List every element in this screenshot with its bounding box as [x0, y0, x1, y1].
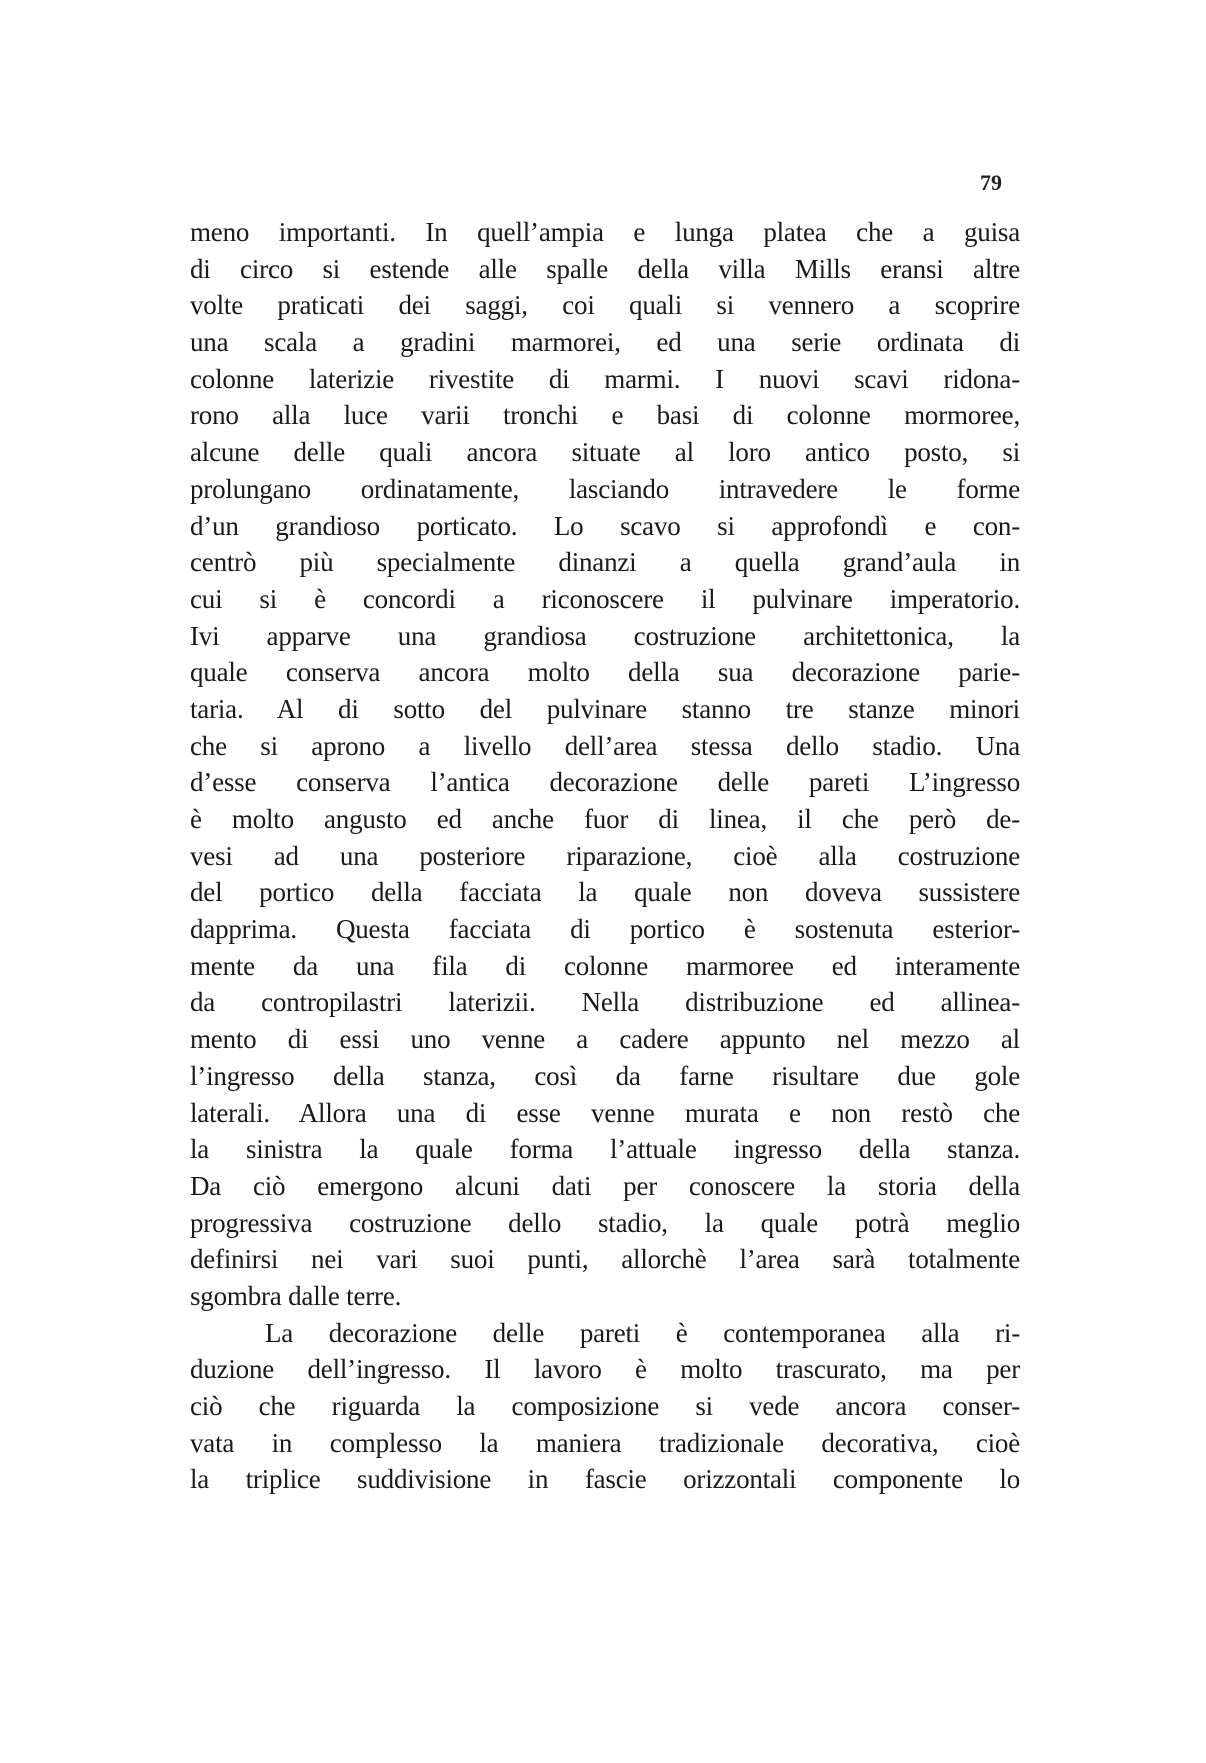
text-line: mente da una fila di colonne marmoree ed interamente [190, 950, 1020, 981]
text-line: di circo si estende alle spalle della villa Mills eransi altre [190, 253, 1020, 284]
text-line: meno importanti. In quell’ampia e lunga platea che a guisa [190, 217, 1020, 247]
text-line: una scala a gradini marmorei, ed una serie ordinata di [190, 327, 1020, 358]
page-number: 79 [980, 170, 1002, 195]
text-line: volte praticati dei saggi, coi quali si vennero a scoprire [190, 290, 1020, 321]
text-line: rono alla luce varii tronchi e basi di colonne mormoree, [190, 400, 1020, 431]
text-line: cui si è concordi a riconoscere il pulvinare imperatorio. [190, 583, 1020, 614]
text-line: vesi ad una posteriore riparazione, cioè alla costruzione [190, 840, 1020, 871]
text-line: prolungano ordinatamente, lasciando intravedere le forme [190, 473, 1020, 504]
text-line: alcune delle quali ancora situate al loro antico posto, si [190, 437, 1020, 468]
text-line: mento di essi uno venne a cadere appunto nel mezzo al [190, 1024, 1020, 1055]
text-line: la triplice suddivisione in fascie orizzontali componente lo [190, 1464, 1020, 1495]
text-line: quale conserva ancora molto della sua decorazione parie- [190, 657, 1020, 688]
text-line: la sinistra la quale forma l’attuale ingresso della stanza. [190, 1134, 1020, 1165]
text-line: duzione dell’ingresso. Il lavoro è molto trascurato, ma per [190, 1354, 1020, 1385]
text-line: da contropilastri laterizii. Nella distribuzione ed allinea- [190, 987, 1020, 1018]
text-line: progressiva costruzione dello stadio, la quale potrà meglio [190, 1207, 1020, 1238]
text-line: sgombra dalle terre. [190, 1280, 402, 1311]
text-line: d’un grandioso porticato. Lo scavo si approfondì e con- [190, 510, 1020, 541]
text-line: l’ingresso della stanza, così da farne risultare due gole [190, 1060, 1020, 1091]
text-line: dapprima. Questa facciata di portico è sostenuta esterior- [190, 914, 1020, 945]
text-line: è molto angusto ed anche fuor di linea, il che però de- [190, 804, 1020, 834]
text-line: Ivi apparve una grandiosa costruzione architettonica, la [190, 620, 1020, 651]
text-line: d’esse conserva l’antica decorazione delle pareti L’ingresso [190, 767, 1020, 798]
text-line: laterali. Allora una di esse venne murata e non restò che [190, 1097, 1020, 1128]
body-text [190, 214, 1020, 1498]
text-line: colonne laterizie rivestite di marmi. I nuovi scavi ridona- [190, 363, 1020, 394]
text-line: definirsi nei vari suoi punti, allorchè l’area sarà totalmente [190, 1244, 1020, 1275]
text-line: ciò che riguarda la composizione si vede ancora conser- [190, 1391, 1020, 1421]
text-line: taria. Al di sotto del pulvinare stanno tre stanze minori [190, 693, 1020, 724]
text-line: Da ciò emergono alcuni dati per conoscere la storia della [190, 1170, 1020, 1201]
text-line: che si aprono a livello dell’area stessa dello stadio. Una [190, 730, 1020, 761]
text-line: centrò più specialmente dinanzi a quella grand’aula in [190, 547, 1020, 578]
text-line: vata in complesso la maniera tradizionale decorativa, cioè [190, 1427, 1020, 1458]
text-line: del portico della facciata la quale non doveva sussistere [190, 877, 1020, 908]
text-line-paragraph-start: La decorazione delle pareti è contemporanea alla ri- [265, 1317, 1020, 1348]
